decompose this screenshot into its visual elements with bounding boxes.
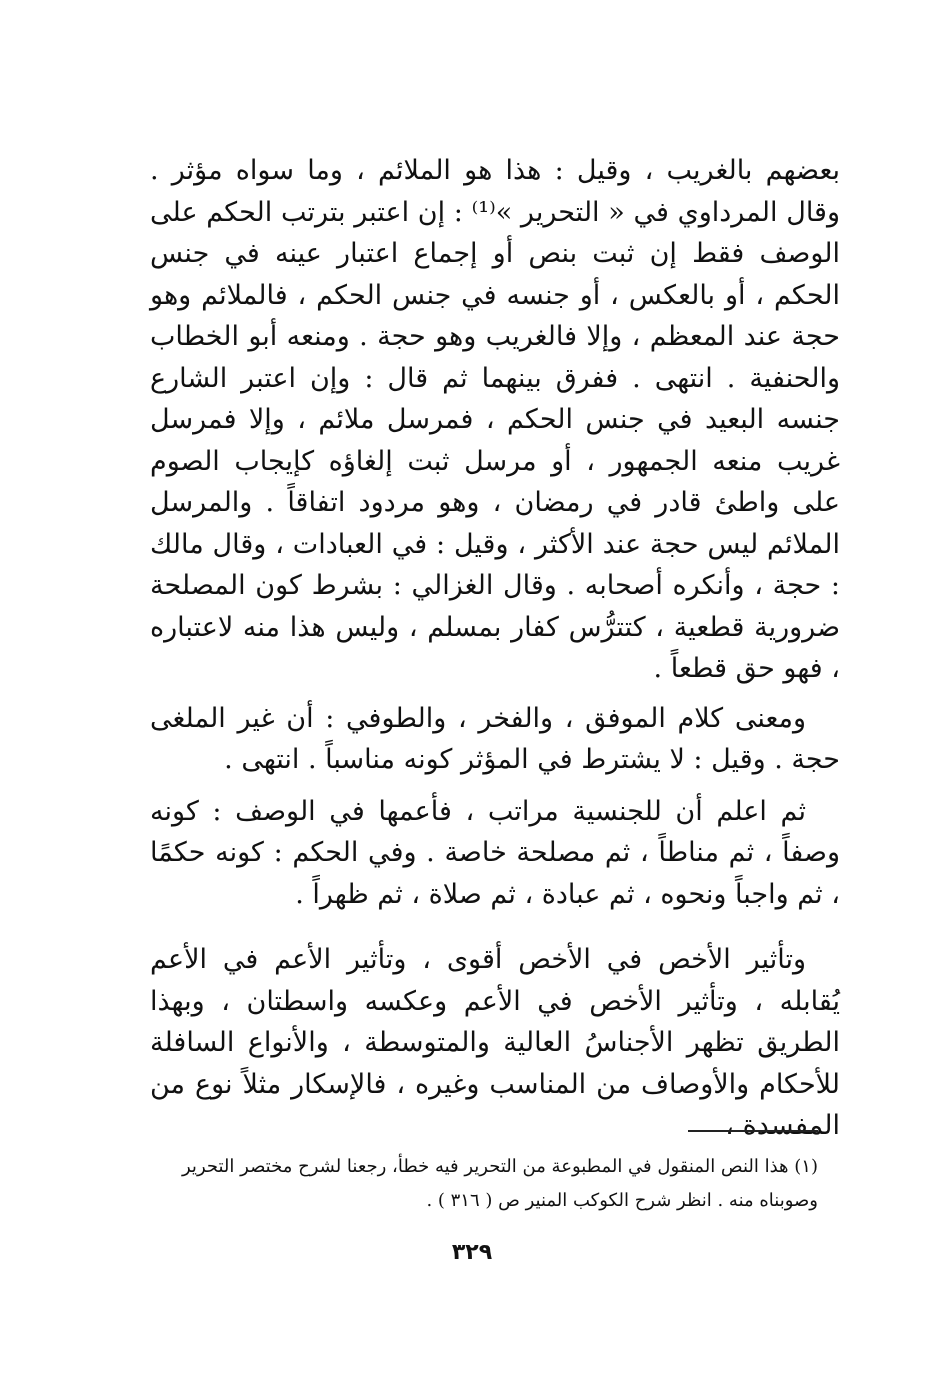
page-body — [150, 150, 840, 1147]
paragraph-2: ومعنى كلام الموفق ، والفخر ، والطوفي : أن غير الملغى حجة . وقيل : لا يشترط في المؤثر كونه مناسباً . انتهى . — [150, 702, 840, 775]
paragraph-1: بعضهم بالغريب ، وقيل : هذا هو الملائم ، وما سواه مؤثر . وقال المرداوي في « التحرير »⁽¹⁾ : إن اعتبر بترتب الحكم على الوصف فقط إن ثبت بنص أو إجماع اعتبار عينه في جنس الحكم ، أو بالعكس ، أو جنسه في جنس الحكم ، فالملائم وهو حجة عند المعظم ، وإلا فالغريب وهو حجة . ومنعه أبو الخطاب والحنفية . انتهى . ففرق بينهما ثم قال : وإن اعتبر الشارع جنسه البعيد في جنس الحكم ، فمرسل ملائم ، وإلا فمرسل غريب منعه الجمهور ، أو مرسل ثبت إلغاؤه كإيجاب الصوم على واطئ قادر في رمضان ، وهو مردود اتفاقاً . والمرسل الملائم ليس حجة عند الأكثر ، وقيل : في العبادات ، وقال مالك : حجة ، وأنكره أصحابه . وقال الغزالي : بشرط كون المصلحة ضرورية قطعية ، كتترُّس كفار بمسلم ، وليس هذا منه لاعتباره ، فهو حق قطعاً . — [150, 155, 840, 684]
paragraph-4: وتأثير الأخص في الأخص أقوى ، وتأثير الأعم في الأعم يُقابله ، وتأثير الأخص في الأعم وعكسه واسطتان ، وبهذا الطريق تظهر الأجناسُ العالية والمتوسطة ، والأنواع السافلة للأحكام والأوصاف من المناسب وغيره ، فالإسكار مثلاً نوع من المفسدة ، — [150, 944, 840, 1141]
footnote-1: (١) هذا النص المنقول في المطبوعة من التحرير فيه خطأ، رجعنا لشرح مختصر التحرير وصوبناه منه . انظر شرح الكوكب المنير ص ( ٣١٦ ) . — [182, 1156, 818, 1211]
footnotes — [138, 1150, 818, 1218]
footnote-divider — [688, 1130, 818, 1132]
page-number: ٣٢٩ — [451, 1240, 493, 1265]
paragraph-3: ثم اعلم أن للجنسية مراتب ، فأعمها في الوصف : كونه وصفاً ، ثم مناطاً ، ثم مصلحة خاصة . وفي الحكم : كونه حكمًا ، ثم واجباً ونحوه ، ثم عبادة ، ثم صلاة ، ثم ظهراً . — [150, 795, 840, 910]
